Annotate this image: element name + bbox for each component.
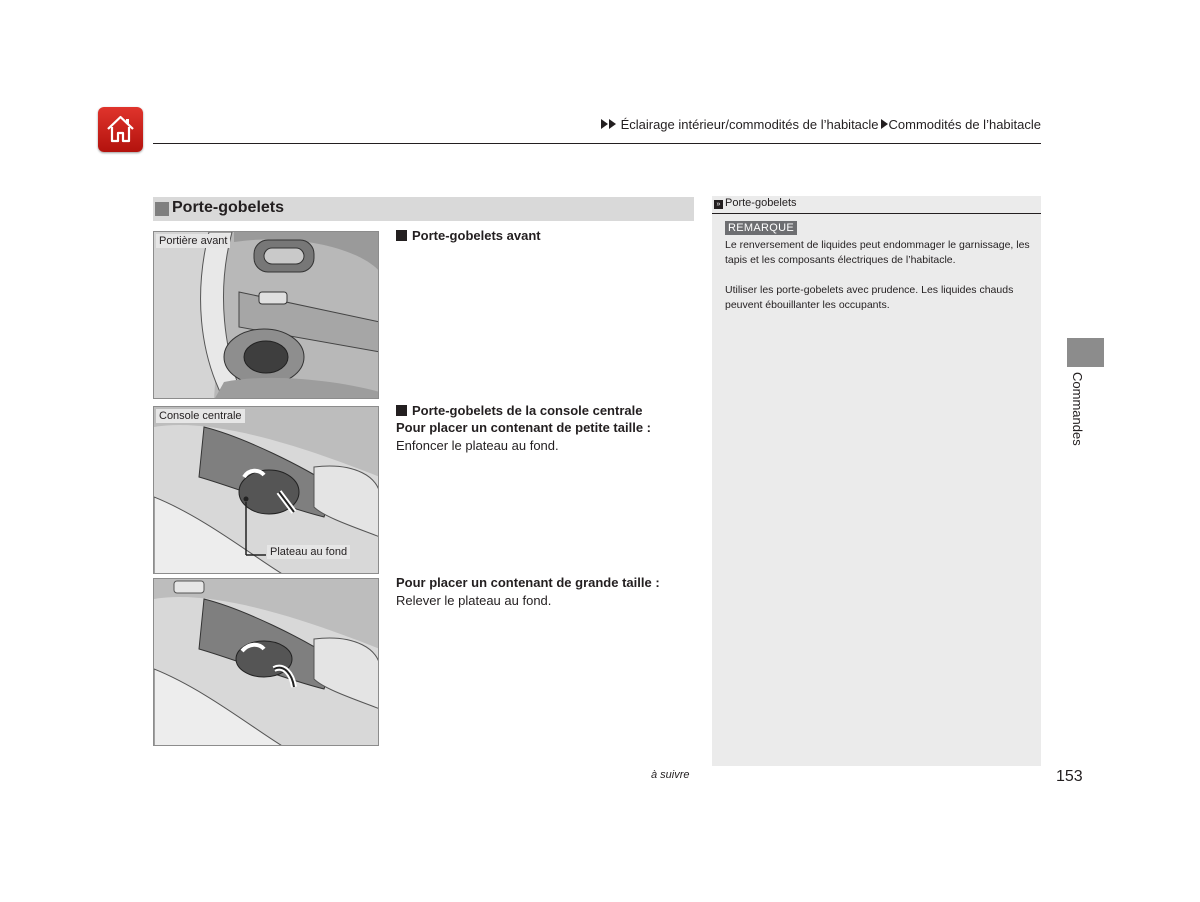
console-large-drawing xyxy=(154,579,379,746)
note-heading xyxy=(714,197,797,209)
note-paragraph-1: Le renversement de liquides peut endommager le garnissage, les tapis et les composants électriques de l’habitacle. xyxy=(725,239,1030,266)
header-divider xyxy=(153,143,1041,144)
front-door-illustration xyxy=(153,231,379,399)
reference-arrow-icon: » xyxy=(714,200,723,209)
console-small-illustration xyxy=(153,406,379,574)
note-paragraph-2: Utiliser les porte-gobelets avec prudence. Les liquides chauds peuvent ébouillanter les occupants. xyxy=(725,284,1014,311)
illustration-label-center-console: Console centrale xyxy=(156,409,245,423)
breadcrumb-arrow-icon xyxy=(609,119,616,129)
note-heading-text: Porte-gobelets xyxy=(725,197,797,209)
section-square-icon xyxy=(155,202,169,216)
home-icon xyxy=(105,114,136,145)
breadcrumb xyxy=(601,117,1041,132)
note-panel xyxy=(712,196,1041,766)
front-door-drawing xyxy=(154,232,379,399)
continue-indicator: à suivre xyxy=(651,769,690,781)
small-container-text: Enfoncer le plateau au fond. xyxy=(396,438,559,453)
small-container-title: Pour placer un contenant de petite taille : xyxy=(396,420,651,435)
breadcrumb-arrow-icon xyxy=(601,119,608,129)
illustration-label-front-door: Portière avant xyxy=(156,234,230,248)
page-number: 153 xyxy=(1056,768,1083,785)
large-container-text: Relever le plateau au fond. xyxy=(396,593,552,608)
breadcrumb-current[interactable]: Commodités de l’habitacle xyxy=(888,117,1041,132)
console-cupholder-heading xyxy=(396,403,642,418)
breadcrumb-arrow-icon xyxy=(881,119,888,129)
front-cupholder-heading xyxy=(396,228,541,243)
home-button[interactable] xyxy=(98,107,143,152)
heading-bullet-icon xyxy=(396,405,407,416)
side-chapter-label: Commandes xyxy=(1070,372,1085,446)
large-container-title: Pour placer un contenant de grande taille : xyxy=(396,575,660,590)
console-large-illustration xyxy=(153,578,379,746)
section-title-bar xyxy=(153,197,694,221)
breadcrumb-link-interior[interactable]: Éclairage intérieur/commodités de l’habitacle xyxy=(620,117,879,132)
note-divider xyxy=(712,213,1041,214)
side-chapter-tab[interactable] xyxy=(1067,338,1104,367)
section-title: Porte-gobelets xyxy=(172,199,285,216)
front-cupholder-heading-text: Porte-gobelets avant xyxy=(412,228,541,243)
callout-label-bottom-tray: Plateau au fond xyxy=(267,545,350,559)
heading-bullet-icon xyxy=(396,230,407,241)
remarque-badge: REMARQUE xyxy=(725,221,797,235)
console-cupholder-heading-text: Porte-gobelets de la console centrale xyxy=(412,403,643,418)
